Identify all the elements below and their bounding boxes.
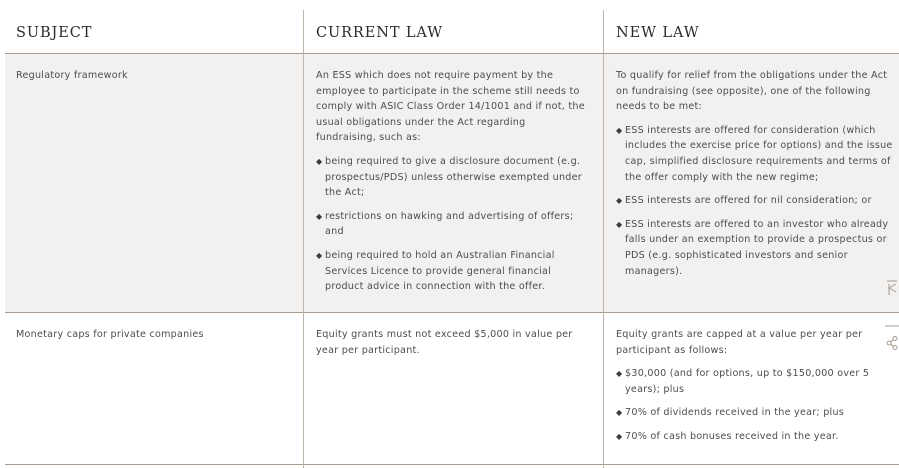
list-item: ◆ restrictions on hawking and advertising of offers; and	[316, 210, 574, 238]
table-row	[5, 54, 899, 313]
row-subject: Monetary caps for private companies	[16, 329, 204, 340]
share-icon[interactable]	[885, 336, 899, 353]
new-law-intro: Equity grants are capped at a value per year per participant as follows:	[616, 329, 863, 356]
new-law-cell	[616, 327, 894, 453]
list-item: ◆ being required to hold an Australian Financial Services Licence to provide general financial product advice in connection with the offer.	[316, 249, 555, 293]
list-item: ◆ 70% of dividends received in the year; plus	[616, 405, 894, 421]
bullet-diamond-icon: ◆	[616, 408, 623, 418]
row-subject: Regulatory framework	[16, 70, 128, 81]
list-item: ◆ $30,000 (and for options, up to $150,000 over 5 years); plus	[616, 368, 870, 395]
list-item: ◆ being required to give a disclosure document (e.g. prospectus/PDS) unless otherwise exempted under the Act;	[316, 155, 582, 199]
header-new-law: NEW LAW	[616, 25, 700, 41]
new-law-intro: To qualify for relief from the obligations under the Act on fundraising (see opposite), one of the following needs to be met:	[616, 70, 888, 113]
new-law-cell	[616, 68, 894, 287]
list-item: ◆ ESS interests are offered to an investor who already falls under an exemption to provide a prospectus or PDS (e.g. sophisticated investors and senior managers).	[616, 218, 889, 277]
list-item: ◆ ESS interests are offered for consideration (which includes the exercise price for options) and the issue cap, simplified disclosure requirements and terms of the offer comply with the new regime;	[616, 124, 893, 183]
list-item: ◆ ESS interests are offered for nil consideration; or	[616, 193, 894, 209]
bullet-diamond-icon: ◆	[616, 219, 623, 229]
bullet-diamond-icon: ◆	[316, 156, 323, 166]
back-to-top-icon[interactable]	[885, 280, 899, 299]
bullet-diamond-icon: ◆	[616, 369, 623, 379]
table-header	[5, 10, 899, 54]
bullet-diamond-icon: ◆	[316, 250, 323, 260]
current-law-intro: An ESS which does not require payment by the employee to participate in the scheme still needs to comply with ASIC Class Order 14/1001 and if not, the usual obligations under the Act regarding fundraising, such as:	[316, 70, 585, 144]
column-divider	[603, 10, 604, 468]
header-subject: SUBJECT	[16, 25, 93, 41]
divider-line	[885, 316, 899, 330]
current-law-intro: Equity grants must not exceed $5,000 in value per year per participant.	[316, 329, 573, 356]
bullet-diamond-icon: ◆	[616, 196, 623, 206]
bullet-diamond-icon: ◆	[616, 125, 623, 135]
header-current-law: CURRENT LAW	[316, 25, 444, 41]
list-item: ◆ 70% of cash bonuses received in the year.	[616, 429, 894, 445]
side-toolbar	[885, 280, 899, 370]
bullet-diamond-icon: ◆	[316, 211, 323, 221]
bullet-diamond-icon: ◆	[616, 431, 623, 441]
column-divider	[303, 10, 304, 468]
law-comparison-table	[5, 10, 899, 468]
current-law-cell	[316, 327, 588, 366]
current-law-cell	[316, 68, 588, 303]
table-row	[5, 313, 899, 465]
